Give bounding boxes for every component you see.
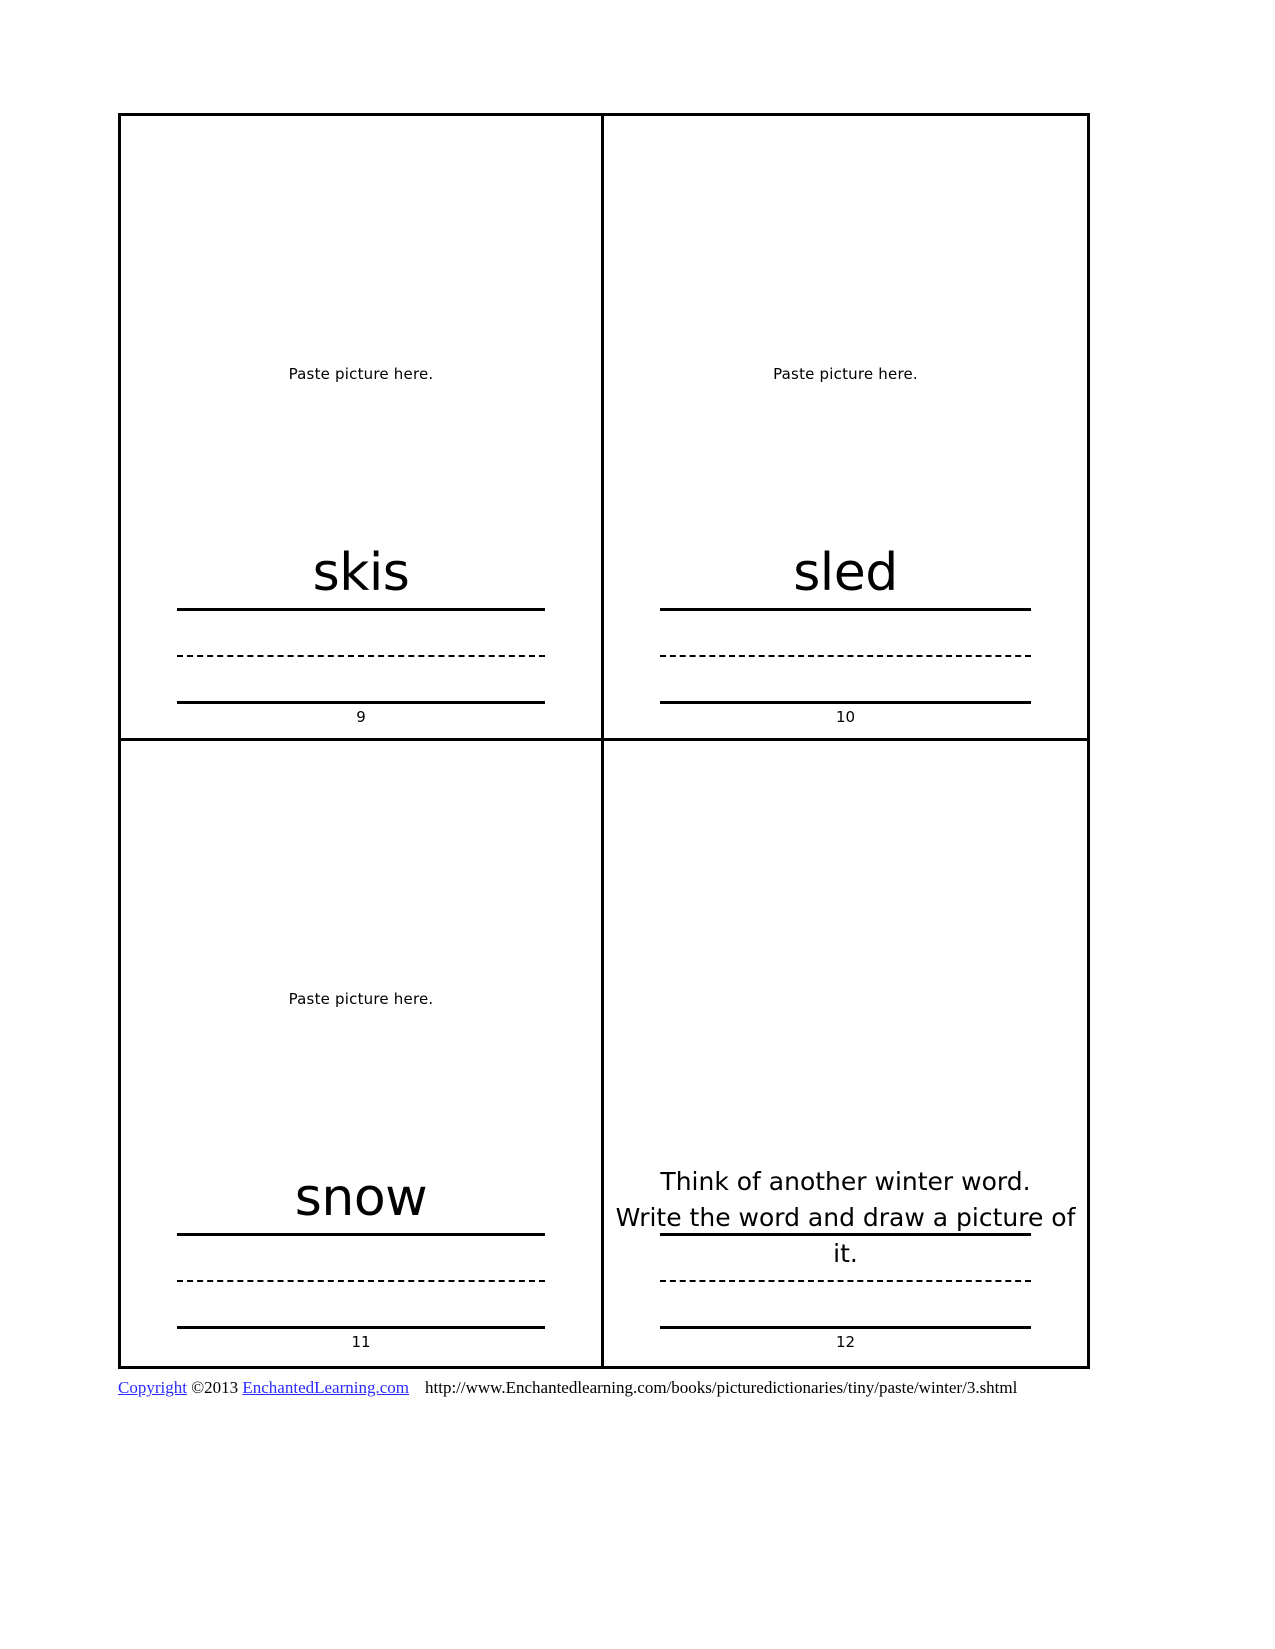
card-grid	[118, 113, 1090, 1369]
writing-line-solid-bottom	[660, 1326, 1031, 1329]
card-skis	[121, 116, 604, 741]
footer-credit	[118, 1378, 1118, 1398]
writing-line-solid-bottom	[660, 701, 1031, 704]
paste-picture-label: Paste picture here.	[288, 365, 434, 383]
page-number: 12	[835, 1333, 856, 1351]
writing-line-solid-top	[177, 1233, 545, 1236]
writing-line-solid-top	[177, 608, 545, 611]
writing-line-dashed-mid	[177, 1280, 545, 1282]
writing-line-dashed-mid	[660, 655, 1031, 657]
writing-line-solid-top	[660, 608, 1031, 611]
enchantedlearning-link[interactable]: EnchantedLearning.com	[242, 1378, 409, 1397]
writing-line-solid-top	[660, 1233, 1031, 1236]
card-word: skis	[312, 543, 410, 603]
page-number: 10	[835, 708, 856, 726]
page-number: 11	[351, 1333, 371, 1351]
prompt-line-1: Think of another winter word.	[660, 1167, 1031, 1196]
writing-line-solid-bottom	[177, 701, 545, 704]
paste-picture-label: Paste picture here.	[288, 990, 434, 1008]
paste-picture-label: Paste picture here.	[773, 365, 918, 383]
prompt-line-2: Write the word and draw a picture of it.	[615, 1203, 1076, 1269]
copyright-text: ©2013	[186, 1378, 243, 1397]
card-snow	[121, 741, 604, 1366]
source-url: http://www.Enchantedlearning.com/books/picturedictionaries/tiny/paste/winter/3.shtml	[425, 1378, 1018, 1397]
page-number: 9	[356, 708, 366, 726]
card-sled	[604, 116, 1087, 741]
card-word: snow	[294, 1168, 428, 1228]
writing-line-dashed-mid	[660, 1280, 1031, 1282]
writing-line-solid-bottom	[177, 1326, 545, 1329]
card-blank-prompt	[604, 741, 1087, 1366]
writing-line-dashed-mid	[177, 655, 545, 657]
card-word: sled	[793, 543, 898, 603]
copyright-link[interactable]: Copyright	[118, 1378, 187, 1397]
